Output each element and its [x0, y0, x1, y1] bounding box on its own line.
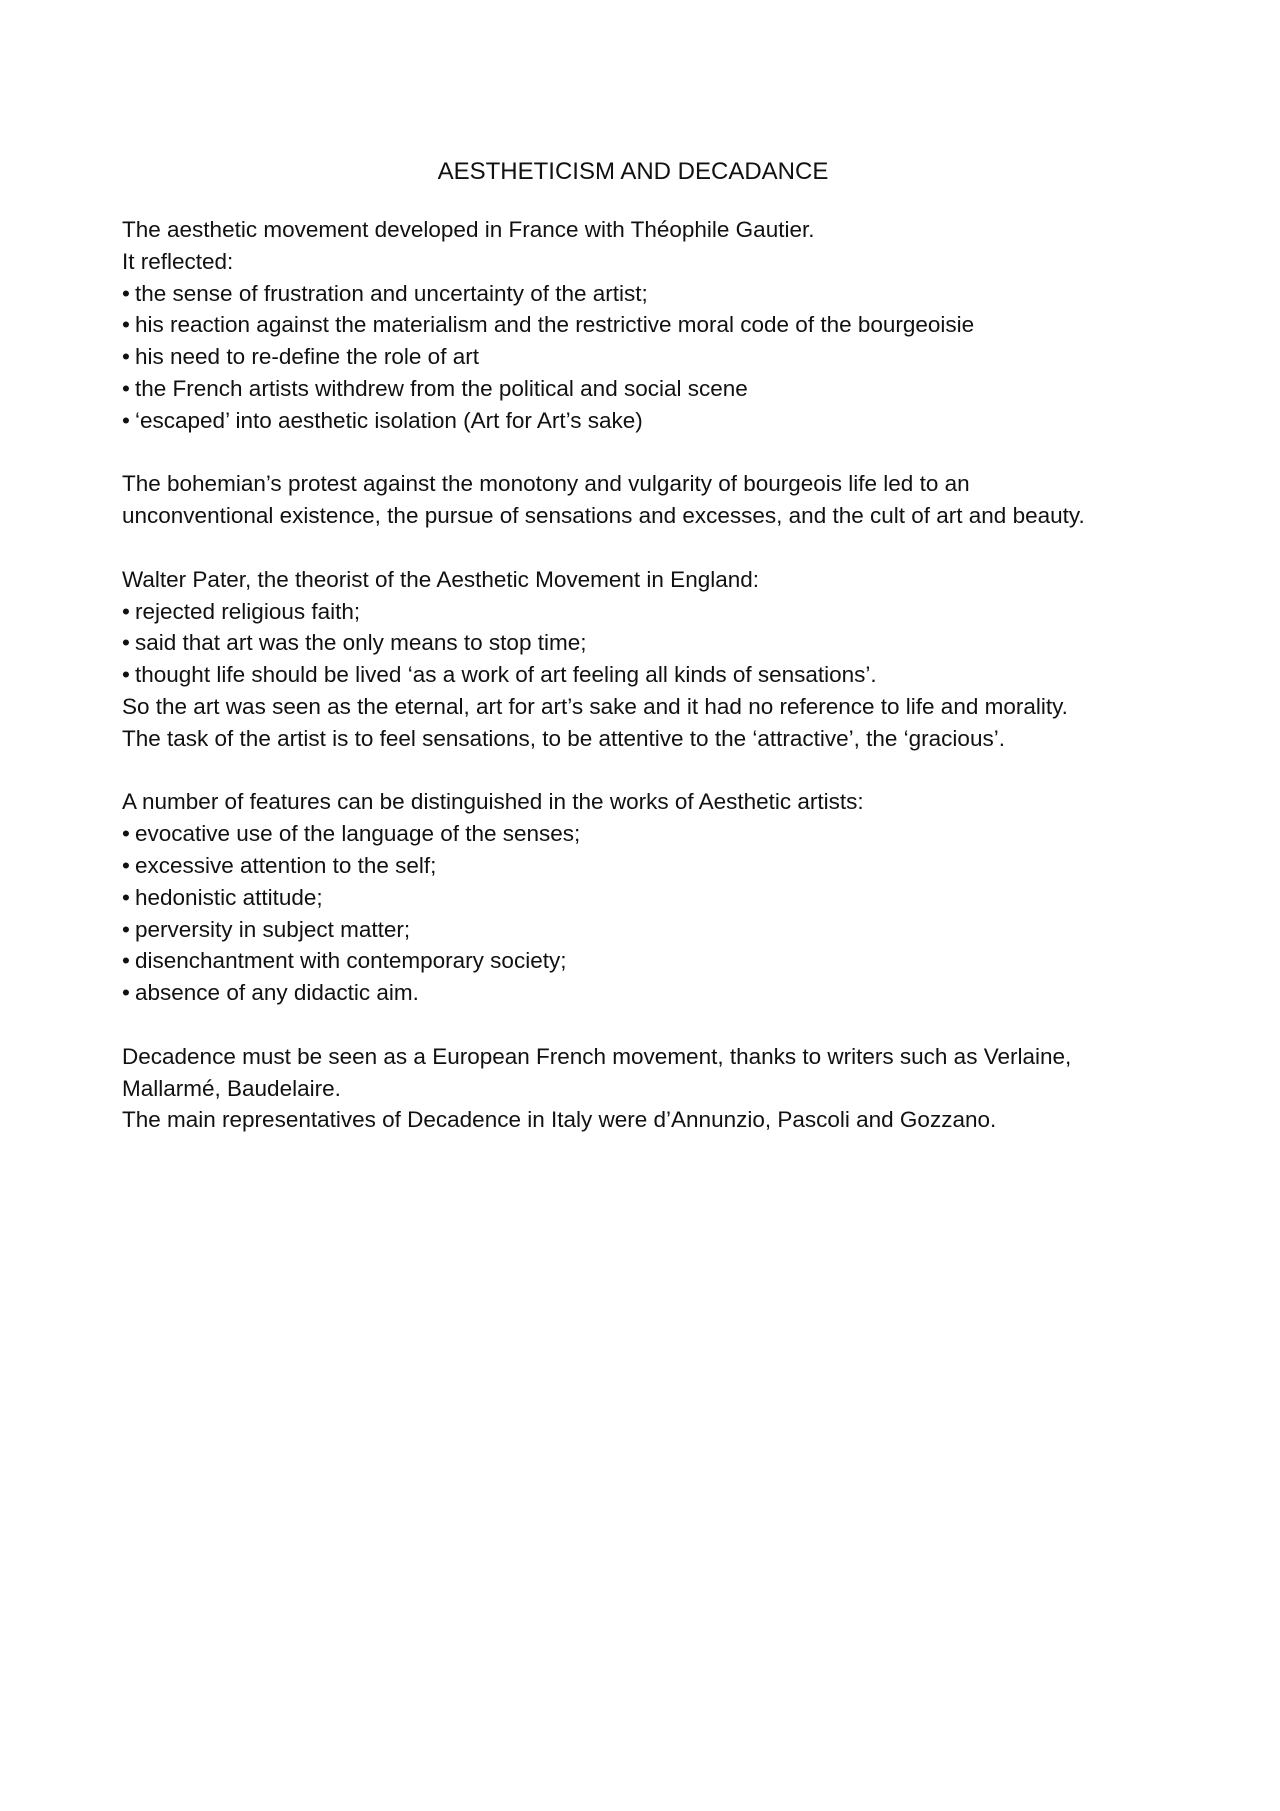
bullet-item: [122, 278, 1162, 310]
bullet-text: his reaction against the materialism and the restrictive moral code of the bourgeoisie: [135, 312, 975, 338]
bullet-icon: •: [122, 312, 130, 338]
bullet-text: the sense of frustration and uncertainty of the artist;: [135, 280, 648, 306]
bullet-item: [122, 659, 1162, 691]
bullet-text: the French artists withdrew from the political and social scene: [135, 375, 748, 401]
bullet-item: [122, 373, 1162, 405]
bullet-icon: •: [122, 598, 130, 624]
paragraph-decadence-line: Decadence must be seen as a European French movement, thanks to writers such as Verlaine,: [122, 1043, 1072, 1069]
paragraph-spacer: [122, 532, 1162, 564]
bullet-text: ‘escaped’ into aesthetic isolation (Art for Art’s sake): [135, 407, 643, 433]
paragraph-spacer: [122, 755, 1162, 787]
bullet-icon: •: [122, 375, 130, 401]
paragraph-spacer: [122, 437, 1162, 469]
bullet-icon: •: [122, 916, 130, 942]
bullet-icon: •: [122, 407, 130, 433]
bullet-icon: •: [122, 344, 130, 370]
bullet-item: [122, 627, 1162, 659]
bullet-item: [122, 341, 1162, 373]
bullet-icon: •: [122, 630, 130, 656]
bullet-text: absence of any didactic aim.: [135, 980, 419, 1006]
bullet-icon: •: [122, 948, 130, 974]
bullet-icon: •: [122, 821, 130, 847]
bullet-icon: •: [122, 852, 130, 878]
bullet-item: [122, 945, 1162, 977]
bullet-text: evocative use of the language of the senses;: [135, 821, 581, 847]
bullet-item: [122, 405, 1162, 437]
document-body: [122, 152, 1162, 1136]
paragraph-pater-line: The task of the artist is to feel sensations, to be attentive to the ‘attractive’, the ‘gracious’.: [122, 725, 1005, 751]
paragraph-pater-line: So the art was seen as the eternal, art for art’s sake and it had no reference to life and morality.: [122, 693, 1068, 719]
paragraph-spacer: [122, 1009, 1162, 1041]
paragraph-lead: It reflected:: [122, 248, 234, 274]
paragraph-decadence-line: The main representatives of Decadence in Italy were d’Annunzio, Pascoli and Gozzano.: [122, 1107, 997, 1133]
bullet-text: thought life should be lived ‘as a work of art feeling all kinds of sensations’.: [135, 662, 877, 688]
bullet-icon: •: [122, 980, 130, 1006]
bullet-item: [122, 882, 1162, 914]
paragraph-intro: The aesthetic movement developed in France with Théophile Gautier.: [122, 217, 815, 242]
bullet-text: said that art was the only means to stop time;: [135, 630, 587, 656]
paragraph-bohemian-line: The bohemian’s protest against the monotony and vulgarity of bourgeois life led to an: [122, 471, 970, 497]
bullet-item: [122, 850, 1162, 882]
bullet-text: perversity in subject matter;: [135, 916, 411, 942]
bullet-text: excessive attention to the self;: [135, 852, 437, 878]
bullet-item: [122, 914, 1162, 946]
paragraph-pater-lead: Walter Pater, the theorist of the Aesthetic Movement in England:: [122, 566, 760, 592]
bullet-icon: •: [122, 662, 130, 688]
bullet-text: rejected religious faith;: [135, 598, 361, 624]
bullet-text: disenchantment with contemporary society;: [135, 948, 567, 974]
bullet-item: [122, 309, 1162, 341]
bullet-item: [122, 977, 1162, 1009]
bullet-item: [122, 596, 1162, 628]
bullet-icon: •: [122, 280, 130, 306]
bullet-item: [122, 818, 1162, 850]
paragraph-bohemian-line: unconventional existence, the pursue of sensations and excesses, and the cult of art and beauty.: [122, 503, 1085, 529]
bullet-text: hedonistic attitude;: [135, 884, 323, 910]
paragraph-decadence-line: Mallarmé, Baudelaire.: [122, 1075, 341, 1101]
bullet-text: his need to re-define the role of art: [135, 344, 479, 370]
paragraph-features-lead: A number of features can be distinguished in the works of Aesthetic artists:: [122, 789, 864, 815]
document-title: AESTHETICISM AND DECADANCE: [437, 158, 829, 185]
bullet-icon: •: [122, 884, 130, 910]
